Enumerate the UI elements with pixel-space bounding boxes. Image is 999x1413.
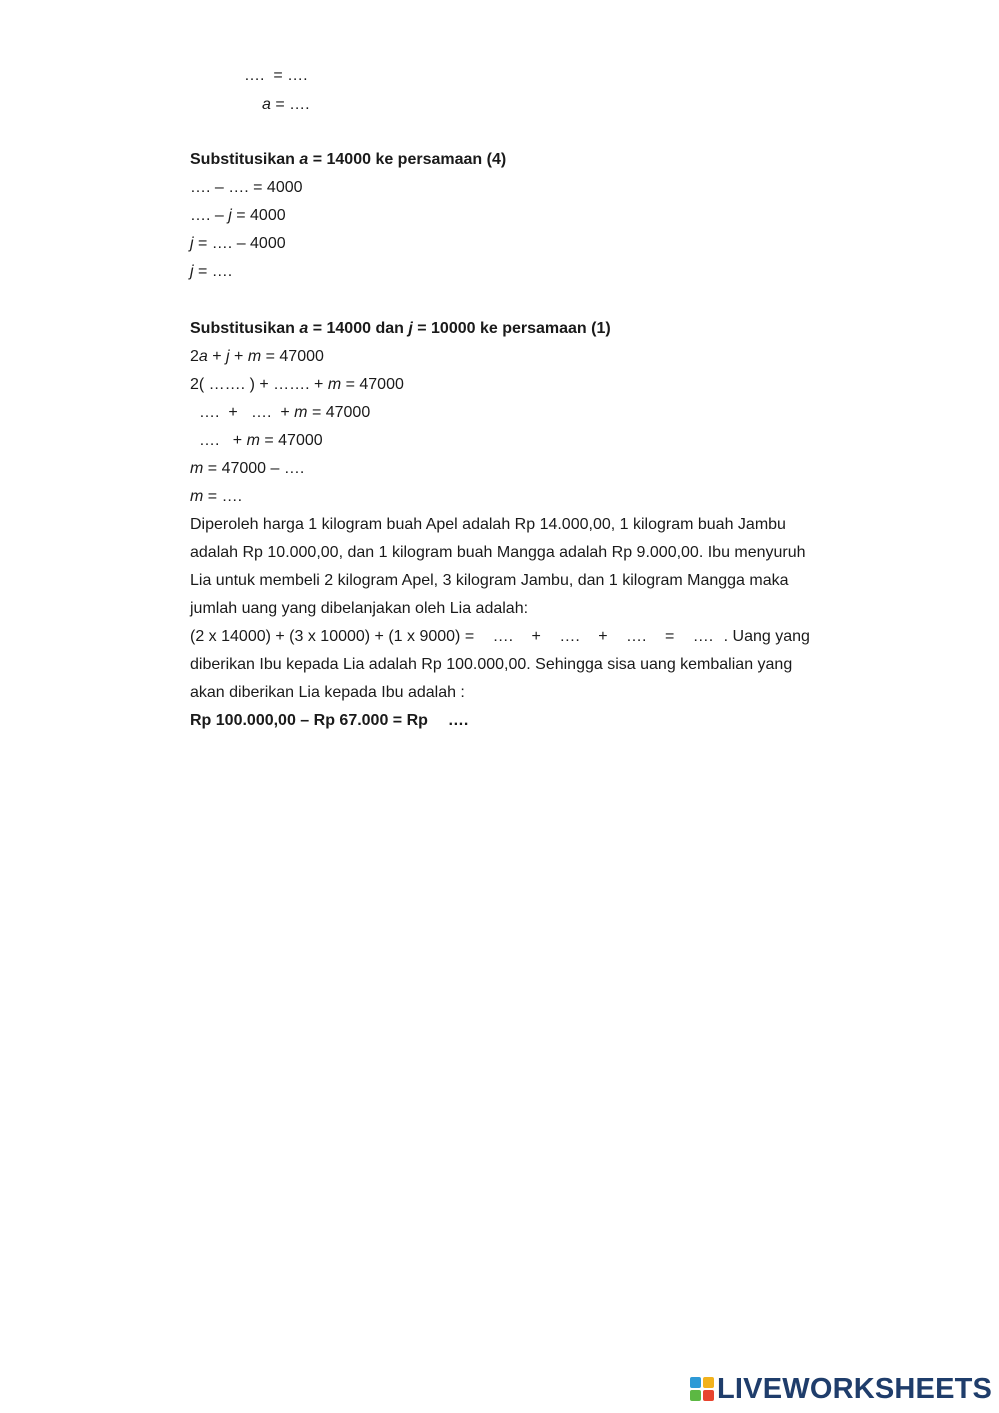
expr-text: = 47000 – …. bbox=[203, 460, 305, 477]
section-1-eq-2 bbox=[190, 375, 404, 395]
equals-sign: = bbox=[664, 628, 675, 645]
blank: …. bbox=[244, 67, 265, 84]
paragraph-line-7: akan diberikan Lia kepada Ibu adalah : bbox=[190, 684, 465, 701]
expr-text: = …. – 4000 bbox=[193, 235, 286, 252]
expr-text: 2( ……. ) + ……. + bbox=[190, 376, 328, 393]
blank: …. bbox=[692, 628, 714, 645]
expr-text: = 47000 bbox=[307, 404, 371, 421]
variable-j: j bbox=[408, 320, 413, 337]
plus-sign: + bbox=[598, 628, 608, 645]
step-a-line-1 bbox=[244, 66, 308, 86]
expr-text: 2 bbox=[190, 348, 199, 365]
variable-j: j bbox=[226, 348, 230, 365]
expr-text: = 47000 bbox=[259, 432, 323, 449]
blank: …. bbox=[199, 432, 220, 449]
section-4-line-1: …. – …. = 4000 bbox=[190, 179, 303, 196]
expr-text: + bbox=[207, 348, 227, 365]
variable-a: a bbox=[198, 348, 208, 365]
section-4-line-4 bbox=[190, 262, 232, 282]
equals-sign: = bbox=[275, 96, 285, 113]
variable-a: a bbox=[299, 151, 309, 168]
blank: …. bbox=[492, 628, 514, 645]
variable-m: m bbox=[327, 376, 342, 393]
expr-text: …. – bbox=[190, 207, 229, 224]
section-1-eq-3 bbox=[199, 403, 370, 423]
paragraph-line-1: Diperoleh harga 1 kilogram buah Apel adalah Rp 14.000,00, 1 kilogram buah Jambu bbox=[190, 516, 786, 533]
paragraph-text: . Uang yang bbox=[723, 628, 810, 645]
liveworksheets-logo bbox=[690, 1374, 992, 1404]
logo-square bbox=[690, 1390, 701, 1401]
variable-j: j bbox=[190, 235, 194, 252]
paragraph-line-2: adalah Rp 10.000,00, dan 1 kilogram buah Mangga adalah Rp 9.000,00. Ibu menyuruh bbox=[190, 544, 806, 561]
section-1-eq-4 bbox=[199, 431, 323, 451]
heading-text: = 10000 ke persamaan (1) bbox=[412, 320, 611, 337]
expr-text: = …. bbox=[203, 488, 243, 505]
blank: …. bbox=[626, 628, 647, 645]
final-expression: Rp 100.000,00 – Rp 67.000 = Rp bbox=[190, 712, 428, 729]
variable-a: a bbox=[262, 96, 271, 113]
step-a-line-2 bbox=[262, 95, 310, 115]
heading-text: = 14000 ke persamaan (4) bbox=[308, 151, 507, 168]
final-answer-line bbox=[190, 711, 468, 731]
section-1-heading bbox=[190, 319, 611, 339]
expr-text: = …. bbox=[193, 263, 233, 280]
paragraph-line-3: Lia untuk membeli 2 kilogram Apel, 3 kilogram Jambu, dan 1 kilogram Mangga maka bbox=[190, 572, 789, 589]
section-1-eq-5 bbox=[190, 459, 304, 479]
paragraph-line-4: jumlah uang yang dibelanjakan oleh Lia adalah: bbox=[190, 600, 529, 617]
expr-text: + bbox=[229, 348, 248, 365]
logo-square bbox=[690, 1377, 701, 1388]
liveworksheets-logo-icon bbox=[690, 1377, 714, 1401]
plus-sign: + bbox=[280, 404, 290, 421]
expr-text: = 4000 bbox=[231, 207, 286, 224]
blank: …. bbox=[199, 404, 220, 421]
variable-m: m bbox=[246, 432, 260, 449]
heading-text: = 14000 dan bbox=[308, 320, 409, 337]
variable-m: m bbox=[247, 348, 262, 365]
equals-sign: = bbox=[273, 67, 283, 84]
plus-sign: + bbox=[232, 432, 243, 449]
section-4-line-2 bbox=[190, 206, 286, 226]
blank: …. bbox=[289, 96, 310, 113]
logo-square bbox=[703, 1390, 714, 1401]
expr-text: = 47000 bbox=[261, 348, 324, 365]
blank: …. bbox=[287, 67, 308, 84]
logo-square bbox=[703, 1377, 714, 1388]
logo-text: LIVEWORKSHEETS bbox=[717, 1372, 993, 1405]
heading-text: Substitusikan bbox=[190, 151, 300, 168]
plus-sign: + bbox=[531, 628, 541, 645]
heading-text: Substitusikan bbox=[190, 320, 300, 337]
calc-expression: (2 x 14000) + (3 x 10000) + (1 x 9000) = bbox=[190, 628, 475, 645]
section-4-heading bbox=[190, 150, 506, 170]
variable-m: m bbox=[294, 404, 308, 421]
blank: …. bbox=[251, 404, 272, 421]
variable-m: m bbox=[190, 488, 204, 505]
paragraph-line-6: diberikan Ibu kepada Lia adalah Rp 100.000,00. Sehingga sisa uang kembalian yang bbox=[190, 656, 793, 673]
blank: …. bbox=[447, 712, 469, 729]
blank: …. bbox=[559, 628, 580, 645]
paragraph-calc-line bbox=[190, 627, 810, 647]
variable-j: j bbox=[190, 263, 194, 280]
section-1-eq-6 bbox=[190, 487, 242, 507]
plus-sign: + bbox=[228, 404, 238, 421]
expr-text: = 47000 bbox=[341, 376, 404, 393]
variable-a: a bbox=[299, 320, 309, 337]
variable-m: m bbox=[190, 460, 204, 477]
variable-j: j bbox=[228, 207, 232, 224]
section-4-line-3 bbox=[190, 234, 286, 254]
section-1-eq-1 bbox=[190, 347, 324, 367]
